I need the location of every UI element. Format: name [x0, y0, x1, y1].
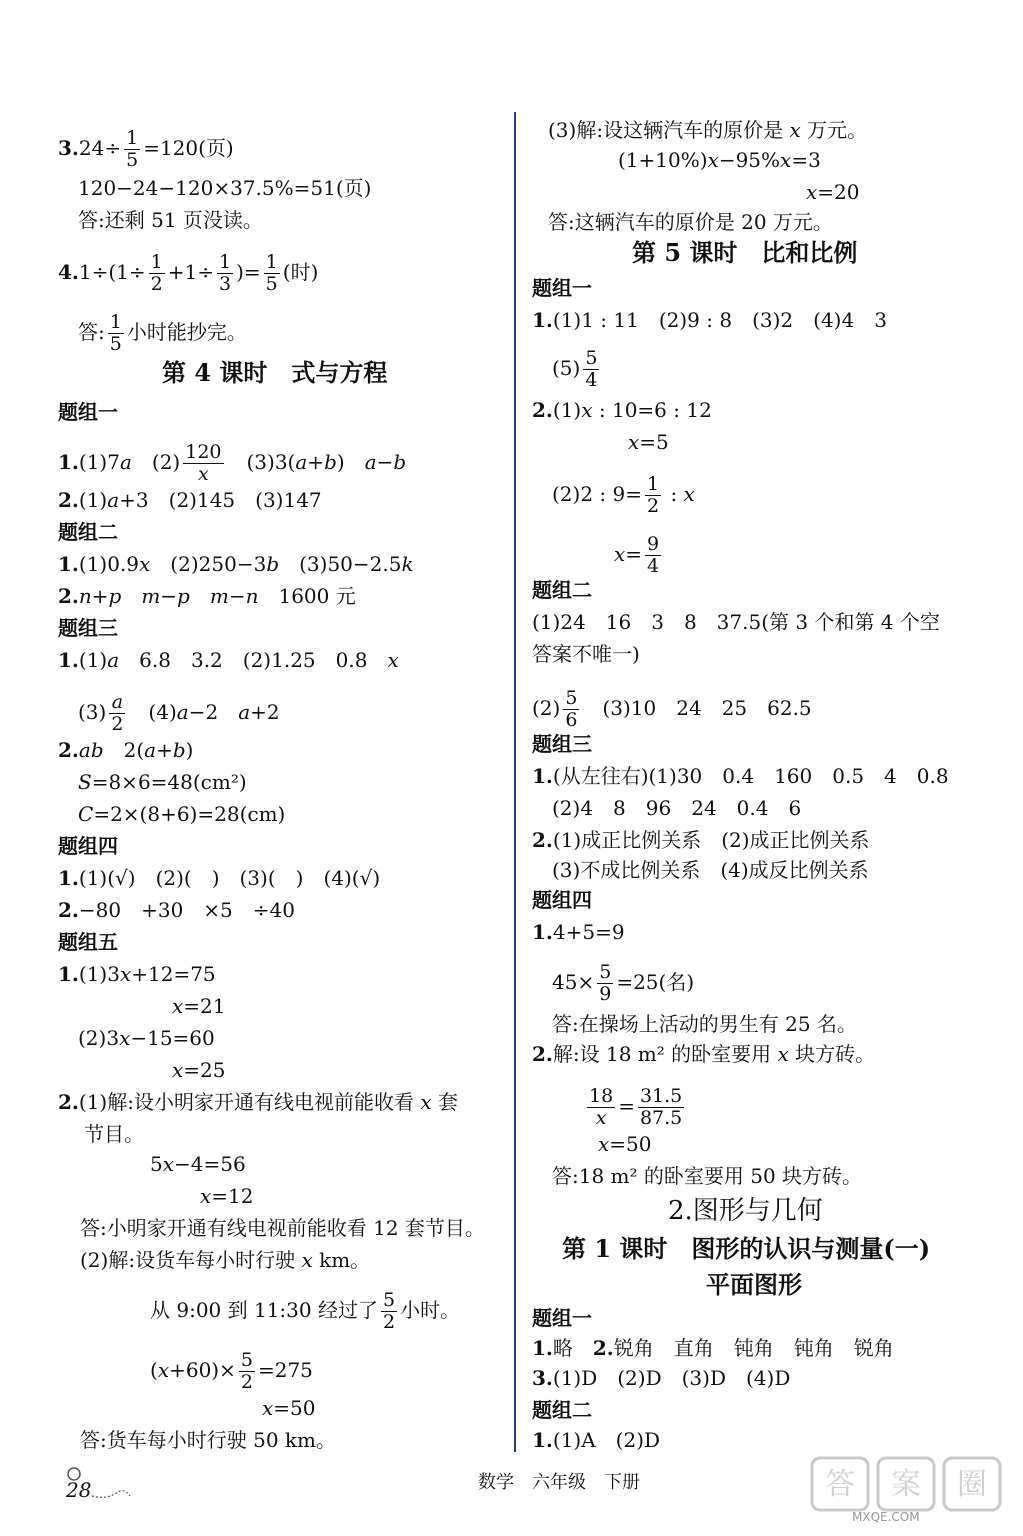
lesson-heading: 第 4 课时 式与方程 [162, 358, 388, 387]
answer-line: C=2×(8+6)=28(cm) [78, 802, 286, 826]
answer-line: 1.(1)3x+12=75 [58, 962, 216, 986]
group-heading: 题组二 [58, 520, 118, 544]
answer-line: x=5 [628, 430, 669, 454]
answer-line: (1)24 16 3 8 37.5(第 3 个和第 4 个空 [532, 610, 940, 634]
fraction: $\frac{9}{4}$ [647, 533, 660, 577]
group-heading: 题组四 [532, 888, 592, 912]
answer-line: (2)3x−15=60 [78, 1026, 215, 1050]
answer-line: 1.(1)(√) (2)( ) (3)( ) (4)(√) [58, 866, 381, 890]
answer-line: 1.略 2.锐角 直角 钝角 钝角 锐角 [532, 1336, 894, 1360]
answer-line: 3.24÷ $\frac{1}{5}$ =120(页) [58, 127, 234, 171]
answer-line: (3)解:设这辆汽车的原价是 x 万元。 [548, 118, 868, 142]
group-heading: 题组二 [532, 1398, 592, 1422]
answer-line: 2.n+p m−p m−n 1600 元 [58, 584, 356, 608]
answer-line: x=12 [200, 1184, 254, 1208]
answer-line: 从 9:00 到 11:30 经过了 $\frac{5}{2}$ 小时。 [150, 1289, 461, 1333]
section-heading: 2.图形与几何 [668, 1196, 823, 1226]
answer-line: x=50 [262, 1396, 316, 1420]
answer-line: 4.1÷(1÷ $\frac{1}{2}$ +1÷ $\frac{1}{3}$ )= $\frac{1}{5}$ (时) [58, 251, 319, 295]
answer-line: 答:这辆汽车的原价是 20 万元。 [548, 210, 833, 234]
answer-line: 3.(1)D (2)D (3)D (4)D [532, 1366, 791, 1390]
answer-line: (2) $\frac{5}{6}$ (3)10 24 25 62.5 [532, 687, 812, 731]
fraction: $\frac{a}{2}$ [111, 691, 124, 735]
answer-line: 2.(1)成正比例关系 (2)成正比例关系 [532, 828, 870, 852]
fraction: $\frac{18}{x}$ [589, 1085, 614, 1129]
fraction: $\frac{120}{x}$ [185, 441, 222, 485]
svg-text:案: 案 [891, 1467, 921, 1502]
answer-line: 2.−80 +30 ×5 ÷40 [58, 898, 295, 922]
group-heading: 题组一 [58, 400, 118, 424]
fraction: $\frac{5}{6}$ [565, 687, 578, 731]
answer-line: 45× $\frac{5}{9}$ =25(名) [552, 961, 695, 1005]
page-corner-ornament [62, 1466, 132, 1506]
fraction: $\frac{1}{2}$ [150, 251, 163, 295]
answer-line: $\frac{18}{x}$ = $\frac{31.5}{87.5}$ [589, 1085, 683, 1129]
answer-line: 答:货车每小时行驶 50 km。 [80, 1428, 336, 1452]
fraction: $\frac{5}{9}$ [599, 961, 612, 1005]
fraction: $\frac{5}{2}$ [382, 1289, 396, 1333]
answer-line: x=25 [172, 1058, 226, 1082]
answer-line: 节目。 [84, 1122, 144, 1146]
answer-line: 1.(1)7a (2) $\frac{120}{x}$ (3)3(a+b) a−b [58, 441, 407, 485]
answer-line: 2.(1)a+3 (2)145 (3)147 [58, 488, 322, 512]
answer-line: (2)2 : 9= $\frac{1}{2}$ : x [552, 473, 695, 517]
answer-line: (2)4 8 96 24 0.4 6 [552, 796, 802, 820]
fraction: $\frac{1}{5}$ [265, 251, 278, 295]
fraction: $\frac{1}{3}$ [219, 251, 232, 295]
answer-line: 答:小明家开通有线电视前能收看 12 套节目。 [80, 1216, 485, 1240]
group-heading: 题组四 [58, 834, 118, 858]
answer-line: 答:18 m² 的卧室要用 50 块方砖。 [552, 1164, 863, 1188]
answer-line: 1.(1)A (2)D [532, 1428, 661, 1452]
lesson-subheading: 平面图形 [706, 1270, 802, 1299]
answer-line: 答:还剩 51 页没读。 [78, 208, 263, 232]
answer-line: (2)解:设货车每小时行驶 x km。 [80, 1248, 371, 1272]
fraction: $\frac{5}{2}$ [240, 1349, 253, 1393]
answer-line: 1.(从左往右)(1)30 0.4 160 0.5 4 0.8 [532, 764, 949, 788]
svg-text:圈: 圈 [957, 1467, 987, 1502]
watermark-text: MXQE.COM [852, 1510, 920, 1524]
footer-title: 数学 六年级 下册 [478, 1472, 640, 1493]
fraction: $\frac{1}{2}$ [647, 473, 660, 517]
answer-line: (3)不成比例关系 (4)成反比例关系 [552, 858, 869, 882]
lesson-heading: 第 1 课时 图形的认识与测量(一) [562, 1234, 931, 1263]
answer-line: (5) $\frac{5}{4}$ [552, 347, 598, 391]
answer-line: (x+60)× $\frac{5}{2}$ =275 [150, 1349, 313, 1393]
answer-line: 1.4+5=9 [532, 920, 625, 944]
answer-line: (1+10%)x−95%x=3 [618, 148, 821, 172]
answer-line: 2.(1)解:设小明家开通有线电视前能收看 x 套 [58, 1090, 458, 1114]
group-heading: 题组二 [532, 578, 592, 602]
group-heading: 题组三 [58, 616, 118, 640]
answer-line: 答: $\frac{1}{5}$ 小时能抄完。 [78, 311, 247, 355]
page-number: 28 [66, 1478, 92, 1502]
column-divider [514, 112, 516, 1452]
answer-line: S=8×6=48(cm²) [78, 770, 247, 794]
answer-line: x= $\frac{9}{4}$ [614, 533, 660, 577]
svg-text:答: 答 [825, 1467, 855, 1502]
fraction: $\frac{1}{5}$ [126, 127, 139, 171]
answer-line: 1.(1)1 : 11 (2)9 : 8 (3)2 (4)4 3 [532, 308, 887, 332]
answer-line: 答案不唯一) [532, 642, 640, 666]
fraction: $\frac{5}{4}$ [585, 347, 598, 391]
answer-line: x=21 [172, 994, 226, 1018]
answer-line: 1.(1)a 6.8 3.2 (2)1.25 0.8 x [58, 648, 399, 672]
answer-line: 2.ab 2(a+b) [58, 738, 194, 762]
answer-line: x=20 [806, 180, 860, 204]
group-heading: 题组三 [532, 732, 592, 756]
answer-line: 2.解:设 18 m² 的卧室要用 x 块方砖。 [532, 1042, 876, 1066]
answer-line: 5x−4=56 [150, 1152, 246, 1176]
answer-line: 120−24−120×37.5%=51(页) [78, 176, 372, 200]
group-heading: 题组一 [532, 276, 592, 300]
group-heading: 题组五 [58, 930, 118, 954]
answer-line: (3) $\frac{a}{2}$ (4)a−2 a+2 [78, 691, 280, 735]
answer-line: 答:在操场上活动的男生有 25 名。 [552, 1012, 857, 1036]
fraction: $\frac{31.5}{87.5}$ [639, 1085, 683, 1129]
answer-line: 1.(1)0.9x (2)250−3b (3)50−2.5k [58, 552, 414, 576]
answer-line: 2.(1)x : 10=6 : 12 [532, 398, 712, 422]
group-heading: 题组一 [532, 1306, 592, 1330]
lesson-heading: 第 5 课时 比和比例 [632, 238, 858, 267]
fraction: $\frac{1}{5}$ [109, 311, 122, 355]
answer-line: x=50 [598, 1132, 652, 1156]
